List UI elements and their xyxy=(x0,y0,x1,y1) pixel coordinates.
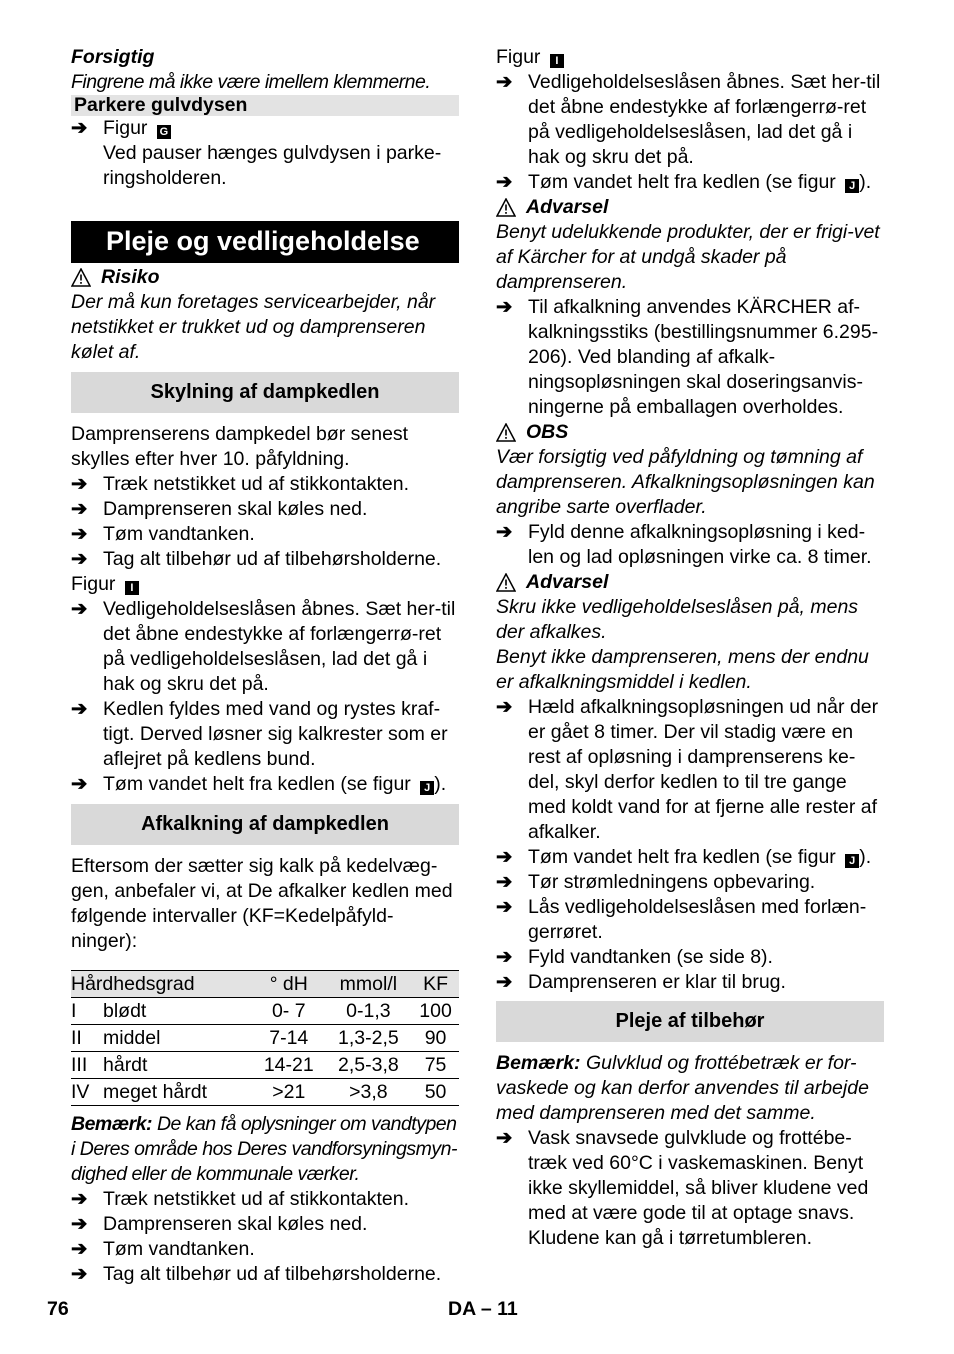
park-text: Ved pauser hænges gulvdysen i parke-ringsholderen. xyxy=(103,142,442,189)
right-arrow-icon: ➔ xyxy=(71,1238,88,1260)
rinse-steps xyxy=(71,472,459,572)
list-item: ➔ Til afkalkning anvendes KÄRCHER af-kalkningsstiks (bestillingsnummer 6.295-206). Ved blanding af afkalk-ningsopløsningen skal doseringsanvis-ningerne på emballagen overholdes. xyxy=(496,296,879,418)
warning2-text1: Skru ikke vedligeholdelseslåsen på, mens der afkalkes. xyxy=(496,596,859,643)
list-item: ➔ Tøm vandet helt fra kedlen (se figur J ). xyxy=(496,846,872,868)
park-figure-ref xyxy=(71,116,459,141)
obs-text: Vær forsigtig ved påfyldning og tømning af damprenseren. Afkalkningsopløsningen kan angribe sarte overflader. xyxy=(496,446,875,518)
figure-letter-badge: J xyxy=(420,781,434,795)
table-header: Hårdhedsgrad xyxy=(71,971,253,998)
risk-text: Der må kun foretages servicearbejder, når netstikket er trukket ud og damprenseren kølet af. xyxy=(71,291,436,363)
right-arrow-icon: ➔ xyxy=(496,846,513,868)
list-item: ➔ Damprenseren er klar til brug. xyxy=(496,971,786,993)
right-arrow-icon: ➔ xyxy=(496,971,513,993)
figure-letter-badge: G xyxy=(157,125,171,139)
right-arrow-icon: ➔ xyxy=(71,117,88,139)
hardness-note: Bemærk: De kan få oplysninger om vandtypen i Deres område hos Deres vandforsyningsmyn-dighed eller de kommunale værker. xyxy=(71,1113,458,1185)
left-column xyxy=(71,45,459,1287)
right-arrow-icon: ➔ xyxy=(496,296,513,318)
rinse-figure-ref: Figur I xyxy=(71,572,459,597)
table-header: KF xyxy=(412,971,459,998)
list-item: ➔ Tøm vandtanken. xyxy=(71,523,255,545)
page-code: DA – 11 xyxy=(448,1298,518,1320)
obs-title: OBS xyxy=(526,421,569,443)
figure-ref: Figur I xyxy=(496,45,884,70)
right-arrow-icon: ➔ xyxy=(71,773,88,795)
right-arrow-icon: ➔ xyxy=(496,871,513,893)
list-item: ➔ Hæld afkalkningsopløsningen ud når der er gået 8 timer. Der vil stadig være en rest af opløsning i damprenserens ke-del, skyl derfor kedlen to til tre gange med koldt vand for at fjerne alle rester af afkalker. xyxy=(496,696,879,843)
right-arrow-icon: ➔ xyxy=(71,1188,88,1210)
list-item: ➔ Kedlen fyldes med vand og rystes kraf-tigt. Derved løsner sig kalkrester som er aflejret på kedlens bund. xyxy=(71,698,448,770)
warning-triangle-icon xyxy=(71,268,91,287)
accessory-note: Bemærk: Gulvklud og frottébetræk er for-vaskede og kan derfor anvendes til arbejde med damprenseren med det samme. xyxy=(496,1052,869,1124)
risk-header xyxy=(71,265,459,290)
caution-title: Forsigtig xyxy=(71,46,155,68)
right-arrow-icon: ➔ xyxy=(71,523,88,545)
right-arrow-icon: ➔ xyxy=(71,473,88,495)
accessory-heading: Pleje af tilbehør xyxy=(496,1001,884,1042)
table-row: III hårdt 14-21 2,5-3,8 75 xyxy=(71,1052,459,1079)
right-arrow-icon: ➔ xyxy=(71,698,88,720)
page-number: 76 xyxy=(47,1298,69,1320)
list-item: ➔ Tøm vandet helt fra kedlen (se figur J ). xyxy=(71,773,447,795)
decalc-heading: Afkalkning af dampkedlen xyxy=(71,804,459,845)
table-header-row xyxy=(71,971,459,998)
figure-letter-badge: J xyxy=(845,854,859,868)
warning2-header xyxy=(496,570,884,595)
right-arrow-icon: ➔ xyxy=(71,498,88,520)
list-item: ➔ Fyld vandtanken (se side 8). xyxy=(496,946,773,968)
list-item: ➔ Tag alt tilbehør ud af tilbehørsholderne. xyxy=(71,548,442,570)
right-column xyxy=(496,45,884,1251)
figure-letter-badge: I xyxy=(125,581,139,595)
figure-letter-badge: I xyxy=(550,54,564,68)
right-arrow-icon: ➔ xyxy=(496,896,513,918)
list-item: ➔ Damprenseren skal køles ned. xyxy=(71,1213,368,1235)
rinse-heading: Skylning af dampkedlen xyxy=(71,372,459,413)
list-item: ➔ Vask snavsede gulvklude og frottébe-træk ved 60°C i vaskemaskinen. Benyt ikke skyllemiddel, så bliver kludene ved med at være gode til at optage snavs. Kludene kan gå i tørretumbleren. xyxy=(496,1127,869,1249)
obs-header xyxy=(496,420,884,445)
warning-title: Advarsel xyxy=(526,196,609,218)
risk-title: Risiko xyxy=(101,266,160,288)
warning-triangle-icon xyxy=(496,573,516,592)
warning-triangle-icon xyxy=(496,198,516,217)
figure-label: Figur xyxy=(103,117,148,139)
right-arrow-icon: ➔ xyxy=(496,71,513,93)
table-row: II middel 7-14 1,3-2,5 90 xyxy=(71,1025,459,1052)
figure-letter-badge: J xyxy=(845,179,859,193)
section-title: Pleje og vedligeholdelse xyxy=(71,221,459,263)
right-arrow-icon: ➔ xyxy=(71,1263,88,1285)
rinse-intro: Damprenserens dampkedel bør senest skylles efter hver 10. påfyldning. xyxy=(71,423,409,470)
list-item: ➔ Vedligeholdelseslåsen åbnes. Sæt her-til det åbne endestykke af forlængerrø-ret på vedligeholdelseslåsen, lad det gå i hak og skru det på. xyxy=(496,71,881,168)
list-item: ➔ Lås vedligeholdelseslåsen med forlæn-gerrøret. xyxy=(496,896,867,943)
list-item: ➔ Tag alt tilbehør ud af tilbehørsholderne. xyxy=(71,1263,442,1285)
table-row: IV meget hårdt >21 >3,8 50 xyxy=(71,1079,459,1106)
list-item: ➔ Tøm vandet helt fra kedlen (se figur J ). xyxy=(496,171,872,193)
warning-triangle-icon xyxy=(496,423,516,442)
right-arrow-icon: ➔ xyxy=(71,1213,88,1235)
list-item: ➔ Træk netstikket ud af stikkontakten. xyxy=(71,473,409,495)
list-item: ➔ Tør strømledningens opbevaring. xyxy=(496,871,816,893)
right-arrow-icon: ➔ xyxy=(496,1127,513,1149)
warning1-header xyxy=(496,195,884,220)
table-row: I blødt 0- 7 0-1,3 100 xyxy=(71,998,459,1025)
hardness-table xyxy=(71,970,459,1106)
decalc-intro: Eftersom der sætter sig kalk på kedelvæg-gen, anbefaler vi, at De afkalker kedlen med følgende intervaller (KF=Kedelpåfyld-ninger): xyxy=(71,855,453,952)
right-arrow-icon: ➔ xyxy=(496,946,513,968)
list-item: ➔ Træk netstikket ud af stikkontakten. xyxy=(71,1188,409,1210)
list-item: ➔ Damprenseren skal køles ned. xyxy=(71,498,368,520)
list-item: ➔ Fyld denne afkalkningsopløsning i ked-len og lad opløsningen virke ca. 8 timer. xyxy=(496,521,872,568)
right-arrow-icon: ➔ xyxy=(71,548,88,570)
right-arrow-icon: ➔ xyxy=(71,598,88,620)
caution-text: Fingrene må ikke være imellem klemmerne. xyxy=(71,71,431,93)
table-header: ° dH xyxy=(253,971,325,998)
warning2-text2: Benyt ikke damprenseren, mens der endnu er afkalkningsmiddel i kedlen. xyxy=(496,646,869,693)
table-header: mmol/l xyxy=(325,971,412,998)
right-arrow-icon: ➔ xyxy=(496,696,513,718)
list-item: ➔ Tøm vandtanken. xyxy=(71,1238,255,1260)
list-item: ➔ Vedligeholdelseslåsen åbnes. Sæt her-til det åbne endestykke af forlængerrø-ret på vedligeholdelseslåsen, lad det gå i hak og skru det på. xyxy=(71,598,456,695)
right-arrow-icon: ➔ xyxy=(496,521,513,543)
right-arrow-icon: ➔ xyxy=(496,171,513,193)
warning-title: Advarsel xyxy=(526,571,609,593)
park-heading: Parkere gulvdysen xyxy=(71,95,459,116)
warning1-text: Benyt udelukkende produkter, der er frigi-vet af Kärcher for at undgå skader på damprenseren. xyxy=(496,221,880,293)
